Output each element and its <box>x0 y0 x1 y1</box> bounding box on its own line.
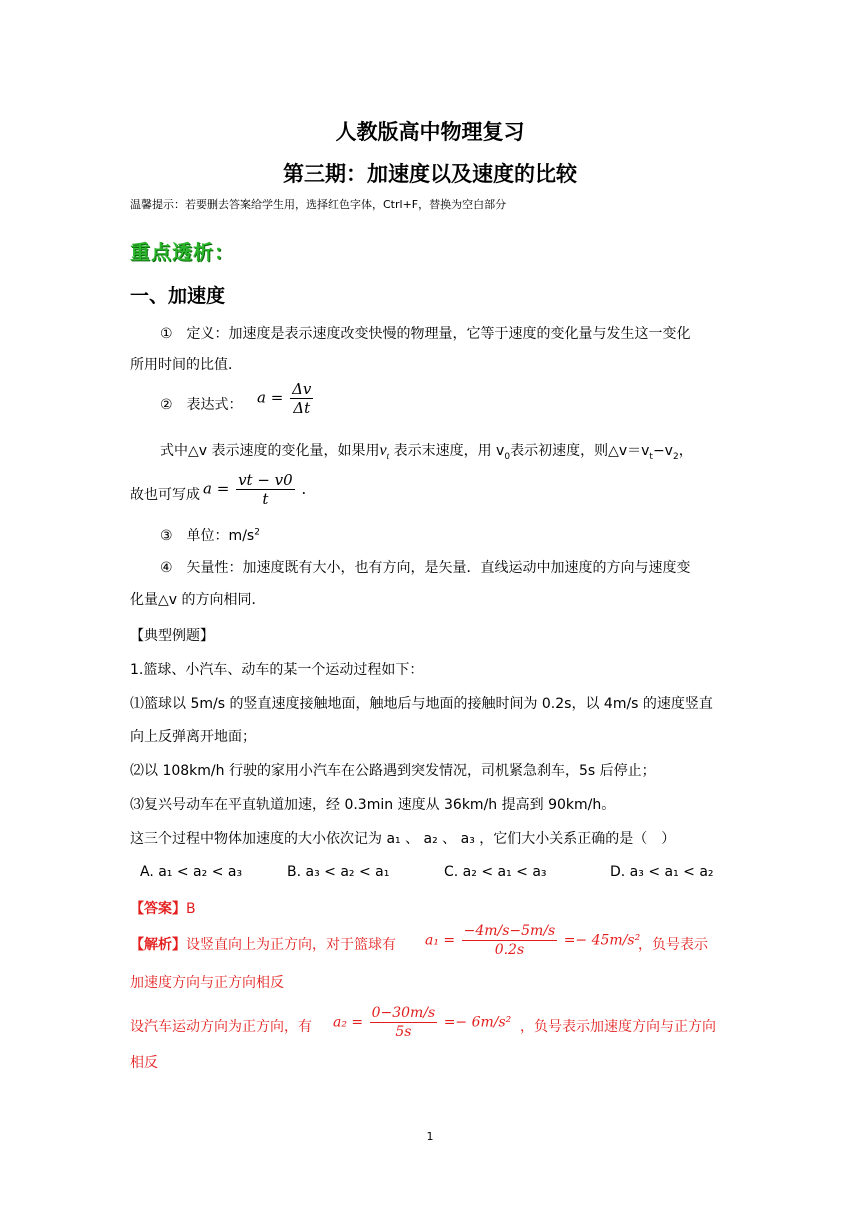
definition-line1: ① 定义：加速度是表示速度改变快慢的物理量，它等于速度的变化量与发生这一变化 <box>160 326 691 342</box>
explanation-text-b: 表示末速度，用 v <box>393 443 505 459</box>
unit-text: ③ 单位：m/s <box>160 528 255 544</box>
alt-formula-lhs: a = <box>203 479 230 498</box>
alt-form-formula <box>203 471 316 508</box>
expression-line <box>160 394 243 414</box>
analysis-label: 【解析】 <box>130 937 186 953</box>
formula1-rhs: =− 45m/s² <box>563 932 641 949</box>
question-item1-line2: 向上反弹离开地面； <box>130 729 256 745</box>
option-b: B. a₃ < a₂ < a₁ <box>287 864 390 880</box>
analysis-formula-2 <box>333 1004 511 1041</box>
analysis-line4: 相反 <box>130 1055 158 1071</box>
document-title: 人教版高中物理复习 <box>335 120 525 144</box>
section-heading: 重点透析： <box>130 240 235 264</box>
document-subtitle: 第三期：加速度以及速度的比较 <box>283 162 577 186</box>
formula-denominator: Δt <box>293 399 311 417</box>
formula-numerator: Δv <box>292 380 312 398</box>
question-ask: 这三个过程中物体加速度的大小依次记为 a₁ 、 a₂ 、 a₃ ，它们大小关系正确的是（ ） <box>130 831 676 847</box>
formula1-fraction <box>462 922 558 959</box>
expression-label: ② 表达式： <box>160 397 243 413</box>
explanation-text-a: 式中△v 表示速度的变化量，如果用 <box>160 443 380 459</box>
formula1-denominator: 0.2s <box>494 942 525 958</box>
heading-acceleration: 一、加速度 <box>130 285 226 307</box>
analysis-line2: 加速度方向与正方向相反 <box>130 975 284 991</box>
vt-symbol: v <box>379 442 387 459</box>
unit-superscript: 2 <box>254 527 260 538</box>
question-intro: 1.篮球、小汽车、动车的某一个运动过程如下： <box>130 662 424 678</box>
analysis-text-3a: 设汽车运动方向为正方向，有 <box>130 1019 312 1035</box>
answer-line <box>130 898 196 918</box>
question-item3: ⑶复兴号动车在平直轨道加速，经 0.3min 速度从 36km/h 提高到 90km/h。 <box>130 797 616 813</box>
analysis-text-3b: ，负号表示加速度方向与正方向 <box>520 1019 716 1035</box>
formula2-lhs: a₂ = <box>333 1014 364 1031</box>
answer-label: 【答案】 <box>130 901 186 917</box>
vector-line2: 化量△v 的方向相同． <box>130 592 266 608</box>
alt-formula-numerator: vt − v0 <box>238 471 293 489</box>
option-d: D. a₃ < a₁ < a₂ <box>610 864 714 880</box>
delta-v-explanation <box>160 440 693 462</box>
tip-note: 温馨提示：若要删去答案给学生用，选择红色字体，Ctrl+F，替换为空白部分 <box>130 198 507 211</box>
option-c: C. a₂ < a₁ < a₃ <box>444 864 547 880</box>
explanation-end: ， <box>678 443 693 459</box>
analysis-text-1b: ，负号表示 <box>638 937 708 953</box>
alt-formula-end: ． <box>301 479 317 498</box>
formula2-numerator: 0−30m/s <box>371 1005 436 1021</box>
v0-subscript: 0 <box>504 451 511 462</box>
example-label: 【典型例题】 <box>130 628 214 644</box>
definition-line2: 所用时间的比值． <box>130 357 242 373</box>
explanation-text-c: 表示初速度，则△v＝v <box>510 443 650 459</box>
formula1-lhs: a₁ = <box>425 932 456 949</box>
sub-1: t <box>649 451 653 462</box>
expression-formula <box>257 380 315 417</box>
explanation-mid: −v <box>652 443 673 459</box>
formula-lhs: a = <box>257 388 284 407</box>
formula-fraction <box>290 380 313 417</box>
formula2-denominator: 5s <box>395 1024 412 1040</box>
formula2-fraction <box>370 1004 438 1041</box>
sub-2: 2 <box>672 451 679 462</box>
analysis-line1 <box>130 934 396 954</box>
alt-form-label: 故也可写成 <box>130 487 200 503</box>
question-item2: ⑵以 108km/h 行驶的家用小汽车在公路遇到突发情况，司机紧急刹车，5s 后停止； <box>130 763 656 779</box>
page-number: 1 <box>426 1130 434 1143</box>
alt-formula-denominator: t <box>262 490 269 508</box>
analysis-text-1a: 设竖直向上为正方向，对于篮球有 <box>186 937 396 953</box>
question-item1-line1: ⑴篮球以 5m/s 的竖直速度接触地面，触地后与地面的接触时间为 0.2s，以 4m/s 的速度竖直 <box>130 696 713 712</box>
formula1-numerator: −4m/s−5m/s <box>463 923 556 939</box>
vt-subscript: t <box>386 450 390 461</box>
vector-line1: ④ 矢量性：加速度既有大小，也有方向，是矢量．直线运动中加速度的方向与速度变 <box>160 560 691 576</box>
alt-formula-fraction <box>236 471 295 508</box>
formula2-rhs: =− 6m/s² <box>443 1014 512 1031</box>
option-a: A. a₁ < a₂ < a₃ <box>140 864 243 880</box>
analysis-formula-1 <box>425 922 640 959</box>
unit-line <box>160 525 260 545</box>
answer-value: B <box>186 901 196 917</box>
